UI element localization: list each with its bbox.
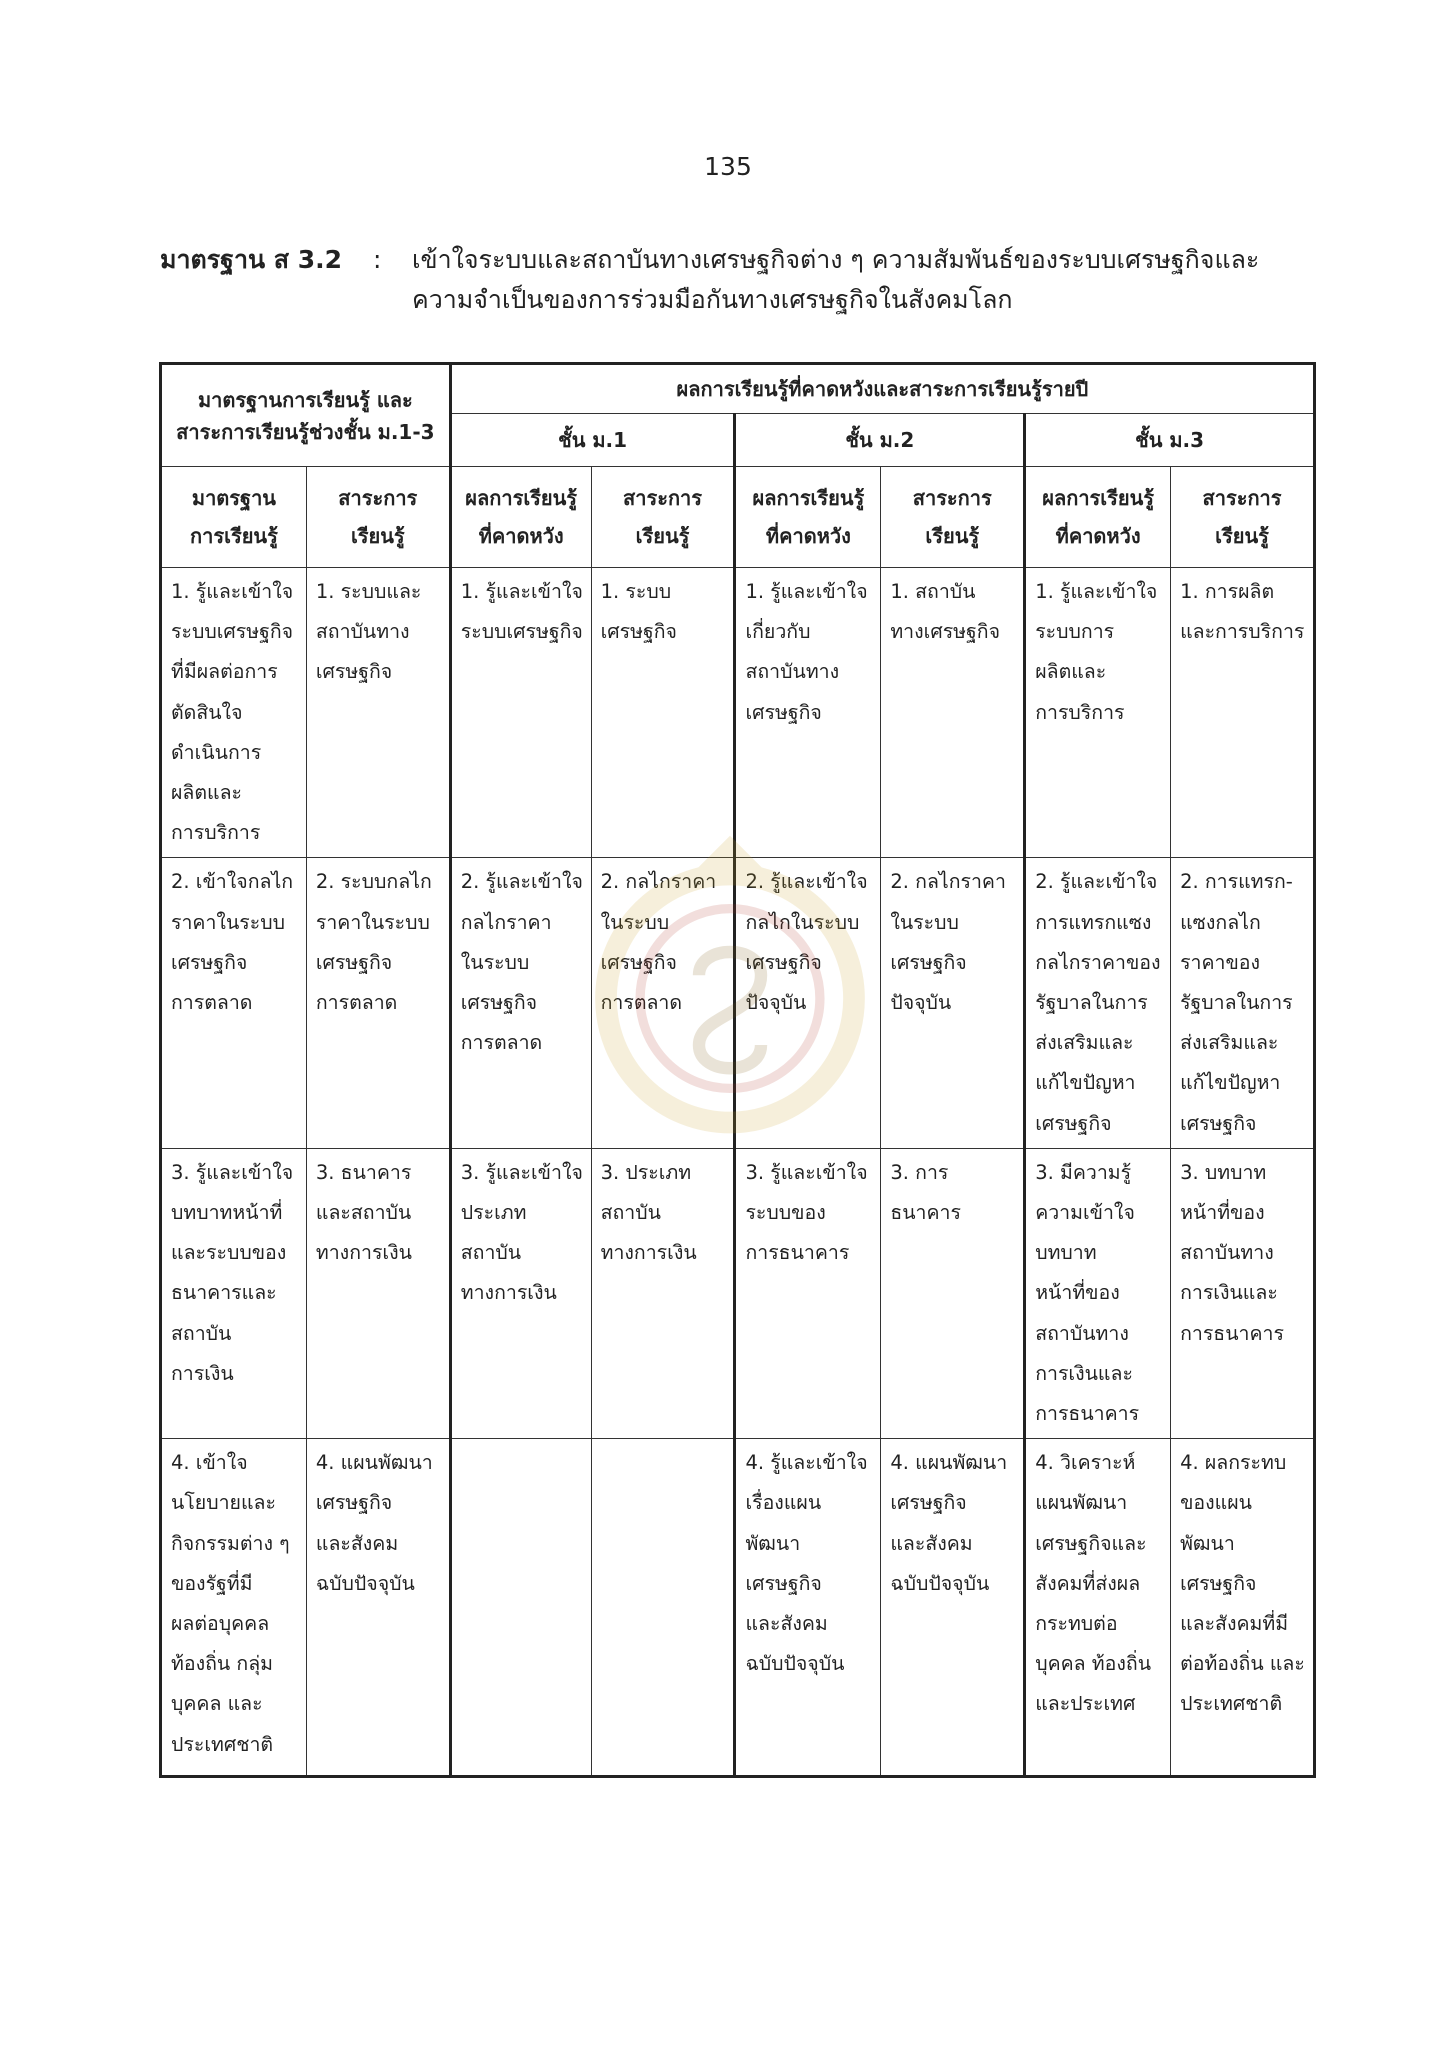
cell-line: ในระบบ (460, 950, 530, 974)
page-number: 135 (704, 152, 752, 181)
cell-line: 2. การแทรก- (1180, 870, 1293, 894)
cell-line: 1. รู้และเข้าใจ (745, 580, 868, 603)
cell-line: เศรษฐกิจ (1180, 1111, 1257, 1135)
cell-line: ดำเนินการ (171, 740, 262, 764)
cell-line: เศรษฐกิจ (1035, 1111, 1112, 1135)
table-cell (161, 1148, 307, 1438)
cell-line: ประเทศชาติ (171, 1732, 274, 1756)
table-cell (306, 1439, 450, 1777)
grade-header: ชั้น ม.1 (450, 414, 735, 467)
cell-line: เศรษฐกิจ (171, 950, 248, 974)
cell-line: เศรษฐกิจ (600, 620, 677, 644)
cell-line: การตลาด (600, 991, 683, 1015)
cell-line: 3. การ (890, 1160, 949, 1184)
cell-line: กลไกราคา (460, 910, 552, 934)
grade-header: ชั้น ม.3 (1025, 414, 1315, 467)
table-cell (591, 1148, 735, 1438)
cell-line: เศรษฐกิจ (315, 1491, 393, 1515)
cell-line: พัฒนา (745, 1531, 801, 1555)
cell-line: ฉบับปัจจุบัน (315, 1571, 415, 1595)
standard-colon: : (373, 245, 382, 274)
col-header-outcome: ผลการเรียนรู้ ที่คาดหวัง (1025, 467, 1171, 568)
cell-line: ทางการเงิน (600, 1241, 697, 1265)
table-cell (161, 1439, 307, 1777)
table-row (161, 858, 1315, 1148)
cell-line: ทางเศรษฐกิจ (890, 620, 1001, 644)
cell-line: และสังคม (890, 1531, 973, 1555)
cell-line: การตลาด (460, 1031, 543, 1055)
col-header-content: สาระการ เรียนรู้ (591, 467, 735, 568)
grade-header: ชั้น ม.2 (735, 414, 1025, 467)
cell-line: การบริการ (171, 821, 261, 845)
cell-line: สถาบันทาง (745, 660, 840, 684)
table-cell (1171, 858, 1315, 1148)
cell-line: ระบบของ (745, 1201, 826, 1225)
table-cell (450, 1439, 591, 1777)
cell-line: ส่งเสริมและ (1035, 1031, 1134, 1055)
cell-line: ในระบบ (600, 910, 670, 934)
cell-line: 3. ประเภท (600, 1160, 692, 1184)
col-header-content: สาระการ เรียนรู้ (1171, 467, 1315, 568)
table-cell (881, 1439, 1025, 1777)
cell-line: 1. ระบบและ (315, 580, 422, 603)
cell-line: เศรษฐกิจ (600, 950, 677, 974)
table-cell (591, 1439, 735, 1777)
table-cell (735, 858, 881, 1148)
cell-line: ราคาของ (1180, 950, 1261, 974)
left-group-header: มาตรฐานการเรียนรู้ และ สาระการเรียนรู้ช่วงชั้น ม.1-3 (161, 364, 451, 467)
cell-line: ของแผน (1180, 1491, 1252, 1515)
col-header-outcome: ผลการเรียนรู้ ที่คาดหวัง (735, 467, 881, 568)
cell-line: เศรษฐกิจ (315, 950, 393, 974)
cell-line: สถาบันทาง (1180, 1241, 1274, 1265)
table-cell (1171, 1148, 1315, 1438)
table-cell (881, 1148, 1025, 1438)
table-row (161, 568, 1315, 858)
cell-line: สถาบัน (171, 1321, 232, 1345)
cell-line: สังคมที่ส่งผล (1035, 1571, 1141, 1595)
cell-line: ของรัฐที่มี (171, 1571, 253, 1595)
col-header-standard: มาตรฐาน การเรียนรู้ (161, 467, 307, 568)
cell-line: 4. เข้าใจ (171, 1451, 248, 1475)
cell-line: ผลิตและ (1035, 660, 1107, 684)
table-cell (450, 568, 591, 858)
cell-line: พัฒนา (1180, 1531, 1235, 1555)
cell-line: 2. กลไกราคา (890, 870, 1006, 894)
table-cell (450, 1148, 591, 1438)
cell-line: 2. รู้และเข้าใจ (460, 870, 583, 894)
cell-line: 4. ผลกระทบ (1180, 1451, 1287, 1475)
standard-description (412, 240, 1332, 320)
cell-line: แผนพัฒนา (1035, 1491, 1128, 1515)
cell-line: 3. มีความรู้ (1035, 1160, 1132, 1184)
cell-line: 3. รู้และเข้าใจ (745, 1160, 868, 1184)
cell-line: 3. ธนาคาร (315, 1160, 412, 1184)
cell-line: 2. กลไกราคา (600, 870, 717, 894)
cell-line: ฉบับปัจจุบัน (745, 1652, 845, 1676)
cell-line: และการบริการ (1180, 620, 1305, 644)
table-cell (1025, 858, 1171, 1148)
cell-line: 3. รู้และเข้าใจ (171, 1160, 294, 1184)
cell-line: แซงกลไก (1180, 910, 1261, 934)
cell-line: เศรษฐกิจ (890, 950, 967, 974)
cell-line: ความเข้าใจ (1035, 1201, 1135, 1225)
cell-line: กิจกรรมต่าง ๆ (171, 1531, 290, 1555)
cell-line: และสถาบัน (315, 1201, 412, 1225)
table-cell (735, 1148, 881, 1438)
cell-line: ปัจจุบัน (745, 991, 807, 1015)
table-cell (591, 568, 735, 858)
cell-line: การตลาด (171, 991, 253, 1015)
col-header-content: สาระการ เรียนรู้ (306, 467, 450, 568)
cell-line: รัฐบาลในการ (1035, 991, 1148, 1015)
cell-line: ท้องถิ่น กลุ่ม (171, 1652, 274, 1676)
cell-line: ประเภท (460, 1201, 527, 1225)
cell-line: เศรษฐกิจและ (1035, 1531, 1147, 1555)
cell-line: หน้าที่ของ (1035, 1281, 1120, 1305)
cell-line: แก้ไขปัญหา (1180, 1071, 1281, 1095)
table-cell (881, 858, 1025, 1148)
cell-line: และประเทศ (1035, 1692, 1136, 1716)
cell-line: 2. รู้และเข้าใจ (1035, 870, 1158, 894)
cell-line: ธนาคารและ (171, 1281, 277, 1305)
cell-line: การธนาคาร (745, 1241, 850, 1265)
cell-line: เศรษฐกิจ (745, 1571, 822, 1595)
cell-line: การแทรกแซง (1035, 910, 1152, 934)
cell-line: บทบาท (1035, 1241, 1097, 1265)
cell-line: 2. ระบบกลไก (315, 870, 432, 894)
table-cell (161, 568, 307, 858)
table-cell (735, 568, 881, 858)
curriculum-table (159, 362, 1316, 1778)
cell-line: บุคคล และ (171, 1692, 263, 1716)
cell-line: ระบบเศรษฐกิจ (171, 620, 294, 644)
table-body (161, 568, 1315, 1777)
cell-line: 3. บทบาท (1180, 1160, 1267, 1184)
cell-line: การตลาด (315, 991, 398, 1015)
table-cell (735, 1439, 881, 1777)
table-cell (161, 858, 307, 1148)
cell-line: ฉบับปัจจุบัน (890, 1571, 990, 1595)
cell-line: การเงิน (171, 1361, 234, 1385)
cell-line: 4. แผนพัฒนา (315, 1451, 433, 1475)
table-cell (1025, 568, 1171, 858)
cell-line: 4. แผนพัฒนา (890, 1451, 1008, 1475)
cell-line: 4. วิเคราะห์ (1035, 1451, 1136, 1475)
table-cell (1171, 1439, 1315, 1777)
cell-line: 1. การผลิต (1180, 580, 1275, 603)
cell-line: ตัดสินใจ (171, 700, 243, 724)
cell-line: 1. รู้และเข้าใจ (460, 580, 583, 603)
cell-line: รัฐบาลในการ (1180, 991, 1293, 1015)
cell-line: การเงินและ (1180, 1281, 1278, 1305)
cell-line: กลไกราคาของ (1035, 950, 1161, 974)
table-cell (591, 858, 735, 1148)
cell-line: 1. สถาบัน (890, 580, 976, 603)
cell-line: สถาบันทาง (1035, 1321, 1129, 1345)
cell-line: การเงินและ (1035, 1361, 1133, 1385)
cell-line: ผลต่อบุคคล (171, 1612, 270, 1636)
cell-line: 1. รู้และเข้าใจ (1035, 580, 1158, 603)
table-row (161, 1439, 1315, 1777)
col-header-content: สาระการ เรียนรู้ (881, 467, 1025, 568)
cell-line: ต่อท้องถิ่น และ (1180, 1652, 1305, 1676)
cell-line: ผลิตและ (171, 781, 243, 805)
standard-line: เข้าใจระบบและสถาบันทางเศรษฐกิจต่าง ๆ ความสัมพันธ์ของระบบเศรษฐกิจและ (412, 245, 1260, 274)
cell-line: กลไกในระบบ (745, 910, 860, 934)
cell-line: การบริการ (1035, 700, 1125, 724)
cell-line: ทางการเงิน (460, 1281, 557, 1305)
cell-line: สถาบัน (600, 1201, 661, 1225)
cell-line: 2. รู้และเข้าใจ (745, 870, 868, 894)
standard-line: ความจำเป็นของการร่วมมือกันทางเศรษฐกิจในสังคมโลก (412, 285, 1013, 314)
cell-line: ราคาในระบบ (171, 910, 285, 934)
cell-line: ส่งเสริมและ (1180, 1031, 1279, 1055)
cell-line: เศรษฐกิจ (745, 700, 822, 724)
cell-line: 2. เข้าใจกลไก (171, 870, 294, 894)
cell-line: 1. รู้และเข้าใจ (171, 580, 294, 603)
table-cell (1025, 1439, 1171, 1777)
cell-line: ระบบการ (1035, 620, 1115, 644)
cell-line: ในระบบ (890, 910, 959, 934)
cell-line: ที่มีผลต่อการ (171, 660, 278, 684)
right-group-header: ผลการเรียนรู้ที่คาดหวังและสาระการเรียนรู้รายปี (450, 364, 1314, 414)
standard-label: มาตรฐาน ส 3.2 (160, 245, 343, 274)
cell-line: การธนาคาร (1035, 1402, 1140, 1426)
cell-line: 1. ระบบ (600, 580, 672, 603)
table-cell (306, 1148, 450, 1438)
cell-line: เศรษฐกิจ (315, 660, 393, 684)
cell-line: หน้าที่ของ (1180, 1201, 1265, 1225)
cell-line: สถาบัน (460, 1241, 522, 1265)
cell-line: สถาบันทาง (315, 620, 410, 644)
table-cell (1171, 568, 1315, 858)
cell-line: ประเทศชาติ (1180, 1692, 1283, 1716)
cell-line: นโยบายและ (171, 1491, 276, 1515)
cell-line: ธนาคาร (890, 1201, 961, 1225)
cell-line: เศรษฐกิจ (890, 1491, 967, 1515)
cell-line: และสังคม (745, 1612, 828, 1636)
table-cell (306, 858, 450, 1148)
cell-line: เศรษฐกิจ (1180, 1571, 1257, 1595)
cell-line: และสังคมที่มี (1180, 1612, 1289, 1636)
cell-line: กระทบต่อ (1035, 1612, 1118, 1636)
cell-line: และระบบของ (171, 1241, 287, 1265)
cell-line: และสังคม (315, 1531, 399, 1555)
table-cell (881, 568, 1025, 858)
table-cell (1025, 1148, 1171, 1438)
cell-line: การธนาคาร (1180, 1321, 1284, 1345)
cell-line: ปัจจุบัน (890, 991, 952, 1015)
cell-line: ทางการเงิน (315, 1241, 412, 1265)
cell-line: ระบบเศรษฐกิจ (460, 620, 583, 644)
cell-line: เกี่ยวกับ (745, 620, 811, 644)
table-cell (450, 858, 591, 1148)
cell-line: บทบาทหน้าที่ (171, 1201, 283, 1225)
cell-line: เศรษฐกิจ (745, 950, 822, 974)
col-header-outcome: ผลการเรียนรู้ ที่คาดหวัง (450, 467, 591, 568)
cell-line: เรื่องแผน (745, 1491, 822, 1515)
cell-line: แก้ไขปัญหา (1035, 1071, 1136, 1095)
table-cell (306, 568, 450, 858)
table-row (161, 1148, 1315, 1438)
cell-line: บุคคล ท้องถิ่น (1035, 1652, 1152, 1676)
cell-line: ราคาในระบบ (315, 910, 430, 934)
cell-line: 4. รู้และเข้าใจ (745, 1451, 868, 1475)
cell-line: เศรษฐกิจ (460, 991, 538, 1015)
cell-line: 3. รู้และเข้าใจ (460, 1160, 583, 1184)
